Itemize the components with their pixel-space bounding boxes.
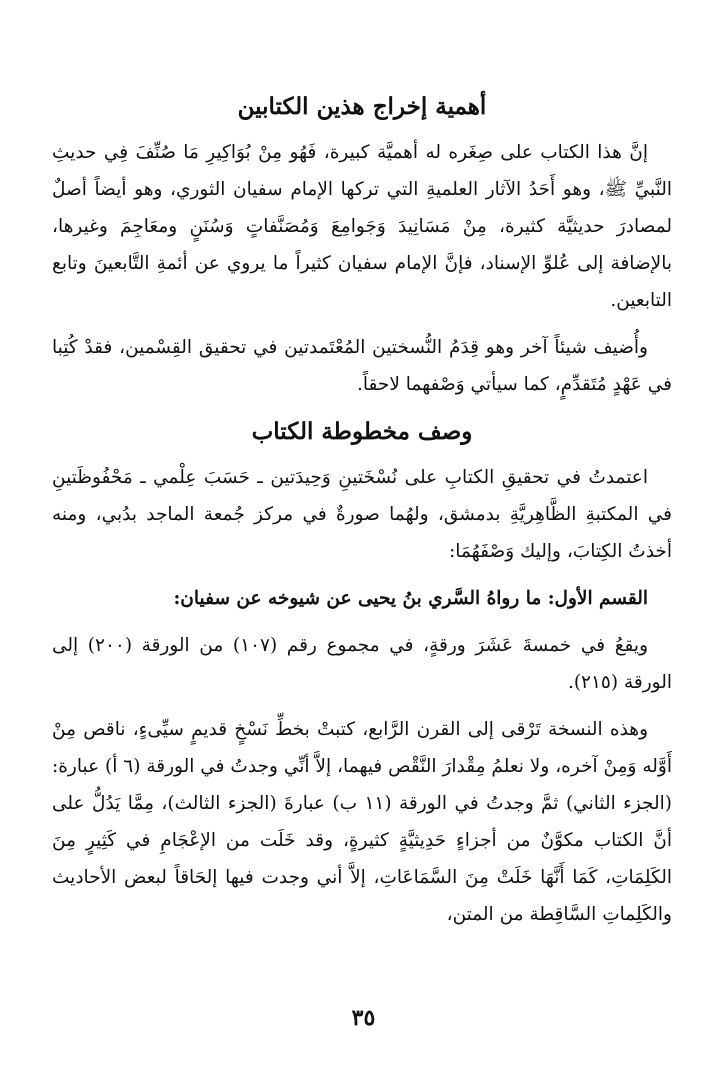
paragraph-manuscript-2: ويقعُ في خمسةَ عَشَرَ ورقةٍ، في مجموع رقم (١٠٧) من الورقة (٢٠٠) إلى الورقة (٢١٥). [52, 634, 672, 693]
section-heading-importance: أهمية إخراج هذين الكتابين [237, 93, 487, 120]
paragraph-manuscript-1: اعتمدتُ في تحقيقِ الكتابِ على نُسْخَتينِ وَحِيدَتين ـ حَسَبَ عِلْمي ـ مَحْفُوظَتينِ في المكتبةِ الظَّاهِريَّةِ بدمشق، ولهُما صورةٌ في مركز جُمعة الماجد بدُبي، ومنه أخذتُ الكِتابَ، وإليك وَصْفَهُمَا: [52, 466, 672, 562]
section-heading-manuscript: وصف مخطوطة الكتاب [251, 417, 473, 445]
paragraph-manuscript-3: وهذه النسخة تَرْقى إلى القرن الرَّابع، كتبتْ بخطِّ نَسْخٍ قديمٍ سيِّىءٍ، ناقص مِنْ أَوَّله وَمِنْ آخره، ولا نعلمُ مِقْدارَ النَّقْص فيهما، إلاَّ أنِّي وجدتُ في الورقة (٦ أ) عبارة: (الجزء الثاني) ثمَّ وجدتُ في الورقة (١١ ب) عبارةَ (الجزء الثالث)، مِمَّا يَدُلُّ على أنَّ الكتاب مكوَّنٌ من أجزاءٍ حَدِيثيَّةٍ كثيرةٍ، وقد خَلَت من الإعْجَامِ في كَثِيرٍ مِنَ الكَلِمَاتِ، كَمَا أَنَّهَا خَلَتْ مِنَ السَّمَاعَاتِ، إلاَّ أني وجدت فيها إلحَاقاً لبعض الأحاديث والكَلِماتِ السَّاقِطة من المتن، [52, 718, 672, 925]
part-one-label: القسم الأول: ما رواهُ السَّري بنُ يحيى عن شيوخه عن سفيان: [173, 587, 648, 609]
page-body [52, 92, 672, 933]
paragraph-importance-1: إنَّ هذا الكتاب على صِغَره له أهميَّة كبيرة، فَهُو مِنْ بُوَاكِيرِ مَا صُنِّفَ فِي حديثِ النَّبيِّ ﷺ، وهو أَحَدُ الآثار العلميةِ التي تركها الإمام سفيان الثوري، وهو أيضاً أصلٌ لمصادرَ حديثيَّة كثيرة، مِنْ مَسَانِيدَ وَجَوامِعَ وَمُصَنَّفاتٍ وَسُنَنٍ ومعَاجِمَ وغيرها، بالإضافة إلى عُلوِّ الإسناد، فإنَّ الإمام سفيان كثيراً ما يروي عن أئمةِ التَّابعينَ وتابع التابعين. [52, 141, 672, 311]
paragraph-importance-2: وأُضيف شيئاً آخر وهو قِدَمُ النُّسختين المُعْتَمدتين في تحقيق القِسْمين، فقدْ كُتِبا في عَهْدٍ مُتَقدِّمٍ، كما سيأتي وَصْفهما لاحقاً. [52, 336, 672, 395]
page-number: ٣٥ [351, 1005, 376, 1031]
